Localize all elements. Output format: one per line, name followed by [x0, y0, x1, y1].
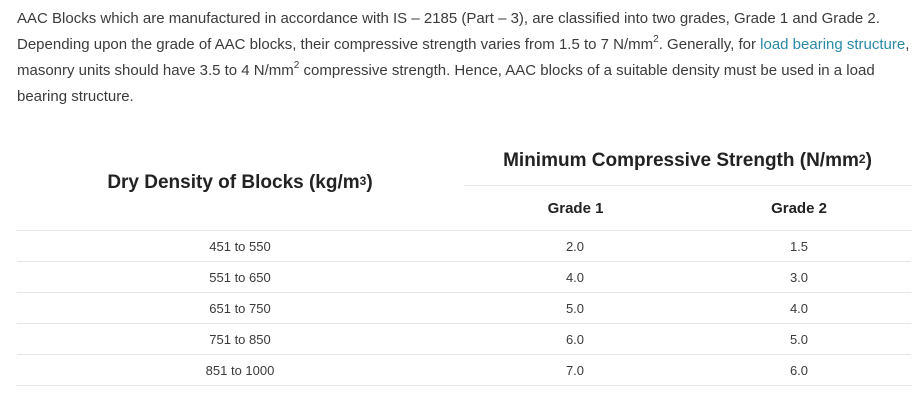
min-strength-header-end: )	[865, 149, 872, 171]
grade-1-cell: 2.0	[565, 238, 585, 254]
grade-1-cell: 6.0	[565, 331, 585, 347]
table-row	[17, 355, 911, 386]
grade-1-cell: 5.0	[565, 300, 585, 316]
intro-paragraph	[17, 6, 917, 110]
table-header	[17, 136, 911, 230]
table-row	[17, 324, 911, 355]
density-cell: 651 to 750	[209, 300, 271, 316]
load-bearing-structure-link[interactable]: load bearing structure	[760, 36, 906, 53]
min-compressive-strength-header: Minimum Compressive Strength (N/mm $^2$ )	[464, 136, 911, 186]
intro-text-4: compressive strength. Hence, AAC blocks of a suitable density must be used in a load bearing structure.	[17, 62, 875, 105]
grade-2-cell: 1.5	[789, 238, 809, 254]
grade-2-cell: 5.0	[789, 331, 809, 347]
grade-1-cell: 4.0	[565, 269, 585, 285]
table-row	[17, 231, 911, 262]
grade-2-cell: 3.0	[789, 269, 809, 285]
grade-1-cell: 7.0	[565, 362, 585, 378]
density-cell: 751 to 850	[209, 331, 271, 347]
intro-text-3: , masonry units should have 3.5 to 4 N/mm	[17, 36, 910, 79]
compressive-strength-table	[17, 136, 911, 386]
dry-density-header-text: Dry Density of Blocks (kg/m	[107, 172, 360, 193]
density-cell: 551 to 650	[209, 269, 271, 285]
grade-2-cell: 4.0	[789, 300, 809, 316]
intro-sup-1: 2	[653, 34, 659, 45]
grade-1-header: Grade 1	[547, 199, 604, 217]
dry-density-header-end: )	[366, 172, 373, 193]
intro-text-2: . Generally, for	[658, 36, 761, 53]
grade-2-cell: 6.0	[789, 362, 809, 378]
density-cell: 451 to 550	[209, 238, 271, 254]
intro-sup-2: 2	[293, 60, 300, 71]
table-row	[17, 293, 911, 324]
grade-2-header: Grade 2	[771, 199, 827, 217]
min-strength-header-text: Minimum Compressive Strength (N/mm	[503, 149, 859, 171]
density-cell: 851 to 1000	[205, 362, 275, 378]
table-body	[17, 230, 911, 386]
intro-text-1: AAC Blocks which are manufactured in accordance with IS – 2185 (Part – 3), are classified into two grades, Grade 1 and Grade 2. Depending upon the grade of AAC blocks, their compressive strength varies from 1.5 to 7 N/mm	[17, 10, 880, 53]
dry-density-header: Dry Density of Blocks (kg/m $^3$ )	[107, 172, 373, 193]
table-row	[17, 262, 911, 293]
